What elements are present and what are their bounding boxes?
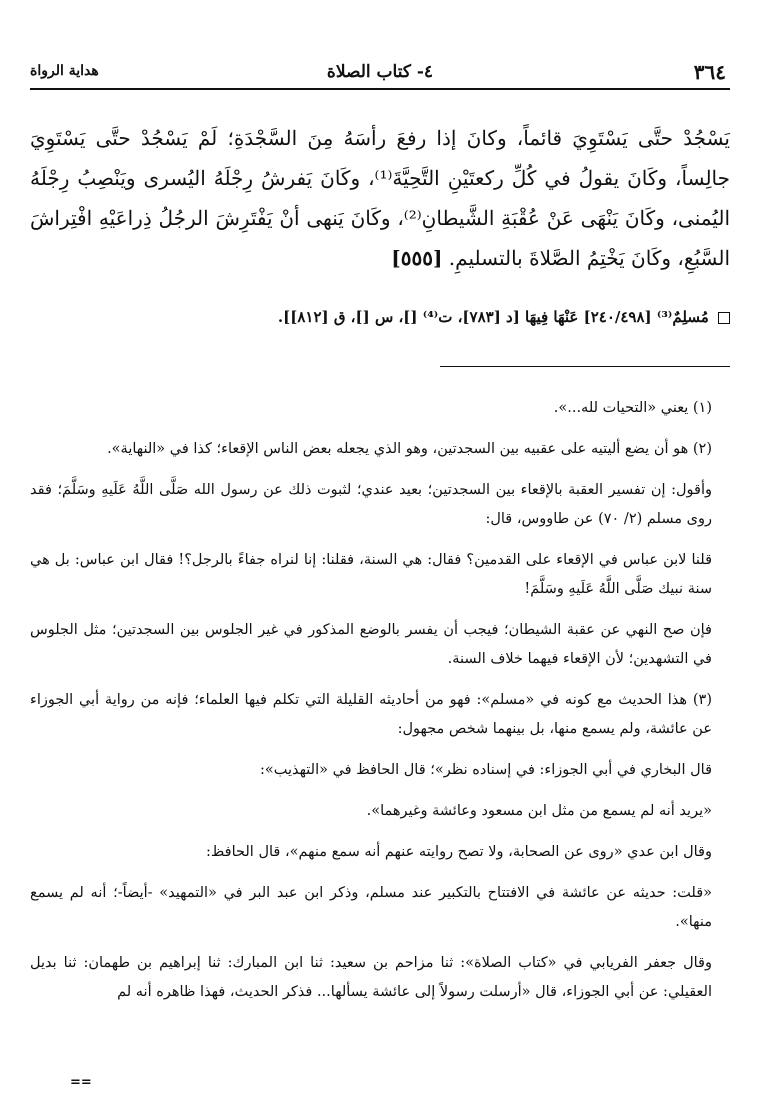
continuation-mark: ==: [70, 1075, 92, 1090]
footnotes: [30, 394, 730, 1019]
page: [30, 0, 730, 1095]
hadith-number: [٥٥٥]: [391, 246, 443, 270]
page-number: ٣٦٤: [693, 60, 726, 84]
takhrij-text: مُسلِمٌ⁽³⁾ [٢٤٠/٤٩٨] عَنْهَا فِيهَا [د [٧٨٣]، ت⁽⁴⁾ []، س []، ق [٨١٢]].: [277, 308, 709, 326]
takhrij-line: [30, 305, 730, 329]
footnote-paragraph: وأقول: إن تفسير العقبة بالإقعاء بين السجدتين؛ بعيد عندي؛ لثبوت ذلك عن رسول الله صَلَّى اللَّهُ عَلَيهِ وسَلَّمَ؛ فقد روى مسلم (٢/ ٧٠) عن طاووس، قال:: [30, 482, 712, 527]
square-box-icon: [718, 312, 730, 324]
footnote-paragraph: قلنا لابن عباس في الإقعاء على القدمين؟ فقال: هي السنة، فقلنا: إنا لنراه جفاءً بالرجل؟! فقال ابن عباس: بل هي سنة نبيك صَلَّى اللَّهُ عَلَيهِ وسَلَّمَ!: [30, 552, 712, 597]
hadith-text-block: [30, 118, 730, 278]
footnote-paragraph: «يريد أنه لم يسمع من مثل ابن مسعود وعائشة وغيرهما».: [366, 803, 712, 819]
footnote-1: (١) يعني «التحيات لله...».: [553, 400, 712, 416]
footnote-3: (٣) هذا الحديث مع كونه في «مسلم»: فهو من أحاديثه القليلة التي تكلم فيها العلماء؛ فإنه من رواية أبي الجوزاء عن عائشة، ولم يسمع منها، بل بينهما شخص مجهول:: [30, 692, 712, 737]
footnote-paragraph: فإن صح النهي عن عقبة الشيطان؛ فيجب أن يفسر بالوضع المذكور في غير الجلوس بين السجدتين؛ مثل الجلوس في التشهدين؛ لأن الإقعاء فيهما خلاف السنة.: [30, 622, 712, 667]
footnote-paragraph: قال البخاري في أبي الجوزاء: في إسناده نظر»؛ قال الحافظ في «التهذيب»:: [259, 762, 712, 778]
footnote-paragraph: «قلت: حديثه عن عائشة في الافتتاح بالتكبير عند مسلم، وذكر ابن عبد البر في «التمهيد» -أيضاً-؛ أنه لم يسمع منها».: [30, 885, 712, 930]
footnote-paragraph: وقال جعفر الفريابي في «كتاب الصلاة»: ثنا مزاحم بن سعيد: ثنا ابن المبارك: ثنا إبراهيم بن طهمان: ثنا بديل العقيلي: عن أبي الجوزاء، قال «أرسلت رسولاً إلى عائشة يسألها... فذكر الحديث، فهذا ظاهره أنه لم: [30, 955, 712, 1000]
chapter-title: ٤- كتاب الصلاة: [326, 62, 434, 82]
footnote-divider: [440, 366, 730, 367]
footnote-paragraph: وقال ابن عدي «روى عن الصحابة، ولا تصح روايته عنهم أنه سمع منهم»، قال الحافظ:: [206, 844, 712, 860]
book-title: هداية الرواة: [30, 63, 99, 79]
page-header: [30, 60, 730, 90]
hadith-text: يَسْجُدْ حتَّى يَسْتَوِيَ قائماً، وكانَ إذا رفعَ رأسَهُ مِنَ السَّجْدَةِ؛ لَمْ يَسْجُدْ حتَّى يَسْتَوِيَ جالِساً، وكَانَ يقولُ في كُلِّ ركعتَيْنِ التَّحِيَّةَ⁽¹⁾، وكَانَ يَفرشُ رِجْلَهُ اليُسرى ويَنْصِبُ رِجْلَهُ اليُمنى، وكَانَ يَنْهَى عَنْ عُقْبَةِ الشَّيطانِ⁽²⁾، وكَانَ يَنهى أنْ يَفْتَرِشَ الرجُلُ ذِراعَيْهِ افْتِراشَ السَّبُعِ، وكَانَ يَخْتِمُ الصَّلاةَ بالتسليمِ.: [30, 126, 730, 270]
footnote-2: (٢) هو أن يضع أليتيه على عقبيه بين السجدتين، وهو الذي يجعله بعض الناس الإقعاء؛ كذا في «النهاية».: [107, 441, 712, 457]
